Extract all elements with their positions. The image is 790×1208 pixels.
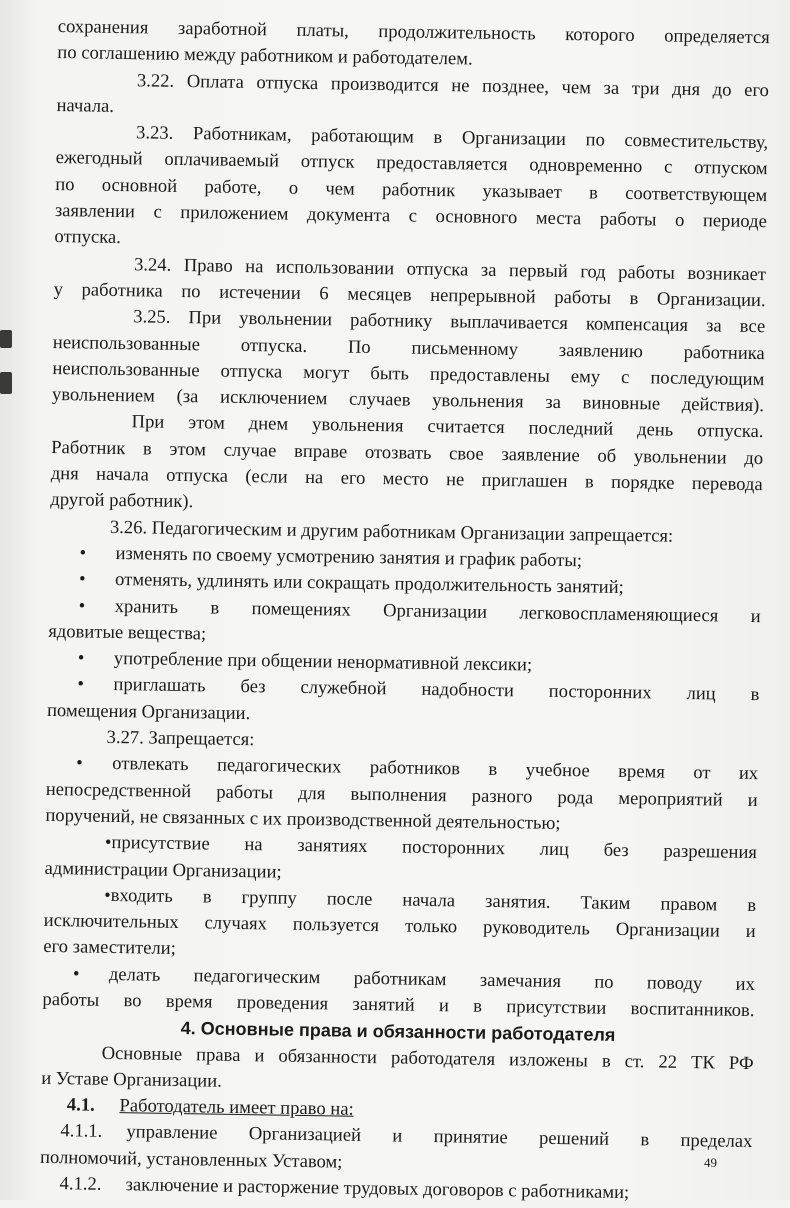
text-line: полномочий, установленных Уставом; [39, 1146, 343, 1173]
text-line: помещения Организации. [46, 699, 251, 724]
text-line: отпуска. [54, 226, 121, 249]
text-line: сохранения заработной платы, продолжительность которого определяется [57, 15, 770, 49]
paragraph-3-25: 3.25. При увольнении работнику выплачивается компенсация за все [133, 306, 766, 338]
list-item-text: изменять по своему усмотрению занятия и график работы; [115, 542, 583, 572]
binding-hole-mark [0, 372, 12, 394]
text-line: неиспользованные отпуска. По письменному заявлению работника [52, 331, 765, 364]
paragraph-3-26: 3.26. Педагогическим и другим работникам Организации запрещается: [109, 516, 674, 547]
text-line: дня начала отпуска (если на его место не приглашен в порядке перевода [50, 462, 763, 496]
paragraph-3-27: 3.27. Запрещается: [106, 726, 255, 751]
text-line: •входить в группу после начала занятия. Таким правом в [104, 884, 757, 916]
text-line: При этом днем увольнения считается последний день отпуска. [131, 411, 764, 443]
text-line: по основной работе, о чем работник указывает в соответствующем [55, 173, 768, 206]
paragraph-3-24: 3.24. Право на использовании отпуска за первый год работы возникает [133, 253, 767, 285]
bullet-icon: • [79, 542, 87, 564]
text-line: исключительных случаях пользуется только руководитель Организации и [43, 909, 756, 943]
clause-number: 4.1.2. [59, 1173, 102, 1195]
text-line: неиспользованные отпуска могут быть предоставлены ему с последующим [52, 357, 765, 390]
binding-hole-mark [0, 330, 12, 348]
text-line: начала. [56, 94, 115, 117]
section-heading: 4. Основные права и обязанности работодателя [180, 1018, 616, 1046]
clause-number: 4.1.1. [60, 1120, 103, 1143]
paragraph-3-22: 3.22. Оплата отпуска производится не позднее, чем за три дня до его [136, 69, 770, 101]
text-line: увольнением (за исключением случаев увольнения за виновные действия). [51, 384, 765, 417]
clause-number: 4.1. [66, 1094, 95, 1116]
list-item-text: отменять, удлинять или сокращать продолжительность занятий; [114, 569, 624, 599]
text-line: •присутствие на занятиях посторонних лиц без разрешения [104, 832, 758, 864]
text-line: по соглашению между работником и работодателем. [57, 42, 473, 70]
clause-title: Работодатель имеет право на: [119, 1095, 354, 1120]
bullet-icon: • [77, 647, 85, 669]
text-line: администрации Организации; [44, 857, 282, 883]
bullet-icon: • [76, 752, 83, 774]
clause-text: заключение и расторжение трудовых договоров с работниками; [125, 1174, 630, 1204]
text-line: непосредственной работы для выполнения разного рода мероприятий и [45, 778, 758, 811]
text-line: другой работник). [50, 489, 194, 513]
list-item-text: приглашать без служебной надобности посторонних лиц в [113, 674, 760, 706]
text-line: Работник в этом случае вправе отозвать свое заявление об увольнении до [51, 436, 764, 469]
document-body [39, 14, 769, 1208]
bullet-icon: • [78, 568, 86, 590]
paragraph-3-23: 3.23. Работникам, работающим в Организации по совместительству, [135, 122, 769, 154]
bullet-icon: • [77, 673, 85, 695]
text-line: ежегодный оплачиваемый отпуск предоставляется одновременно с отпуском [55, 147, 768, 180]
text-line: Основные права и обязанности работодателя изложены в ст. 22 ТК РФ [101, 1042, 754, 1074]
clause-text: управление Организацией и принятие решений в пределах [126, 1121, 753, 1153]
text-line: заявлении с приложением документа с основного места работы о периоде [54, 200, 767, 233]
list-item-text: хранить в помещениях Организации легковоспламеняющиеся и [114, 595, 761, 627]
bullet-icon: • [72, 963, 80, 985]
list-item-text: делать педагогическим работникам замечания по поводу их [108, 963, 756, 995]
bullet-icon: • [78, 594, 86, 617]
text-line: ядовитые вещества; [48, 620, 207, 645]
text-line: и Уставе Организации. [41, 1067, 222, 1092]
text-line: его заместители; [43, 936, 177, 960]
page-number: 49 [704, 1155, 717, 1170]
list-item-text: употребление при общении ненормативной лексики; [113, 648, 533, 676]
text-line: у работника по истечении 6 месяцев непрерывной работы в Организации. [53, 278, 766, 312]
text-line: работы во время проведения занятий и в присутствии воспитанников. [42, 988, 755, 1022]
list-item-text: отвлекать педагогических работников в учебное время от их [112, 753, 759, 785]
text-line: поручений, не связанных с их производственной деятельностью; [45, 804, 561, 834]
